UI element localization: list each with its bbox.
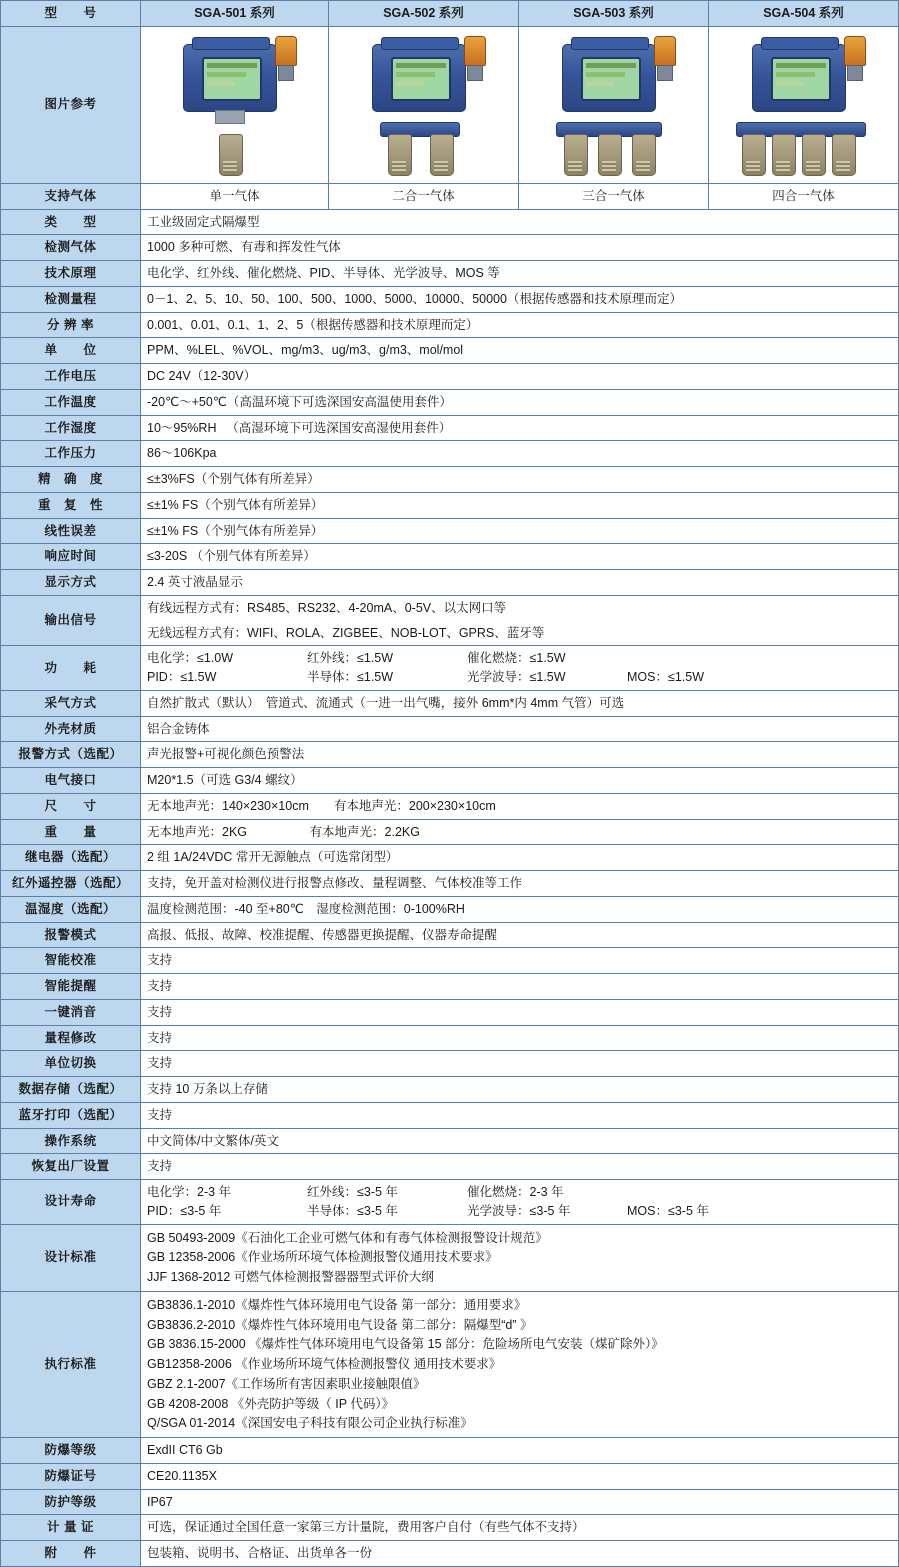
detector-display-icon (391, 57, 451, 101)
power-item: 电化学：≤1.0W (147, 651, 234, 666)
row-label: 尺 寸 (1, 793, 141, 819)
table-row (1, 793, 899, 819)
table-row-exec-standard (1, 1291, 899, 1437)
row-label-design-standard: 设计标准 (1, 1224, 141, 1291)
power-item: 光学波导：≤1.5W (467, 670, 566, 684)
table-row-output-signal (1, 595, 899, 646)
row-value: 86～106Kpa (141, 441, 899, 467)
row-value: 0－1、2、5、10、50、100、500、1000、5000、10000、50000（根据传感器和技术原理而定） (141, 286, 899, 312)
table-row (1, 1489, 899, 1515)
sensor-probe-icon (564, 134, 588, 176)
row-label: 计 量 证 (1, 1515, 141, 1541)
sensor-probe-icon (598, 134, 622, 176)
row-label: 外壳材质 (1, 716, 141, 742)
row-value: ≤3-20S （个别气体有所差异） (141, 544, 899, 570)
row-value: 中文简体/中文繁体/英文 (141, 1128, 899, 1154)
table-row (1, 441, 899, 467)
row-label: 响应时间 (1, 544, 141, 570)
sensor-probe-icon (430, 134, 454, 176)
table-row (1, 1102, 899, 1128)
table-row (1, 570, 899, 596)
alarm-light-icon (275, 36, 297, 66)
table-row (1, 768, 899, 794)
row-value: 支持 (141, 1102, 899, 1128)
power-item: 红外线：≤1.5W (307, 651, 394, 666)
gas-support-1: 单一气体 (141, 183, 329, 209)
standard-line: GBZ 2.1-2007《工作场所有害因素职业接触限值》 (147, 1376, 426, 1391)
row-value: 温度检测范围：-40 至+80℃ 湿度检测范围：0-100%RH (141, 896, 899, 922)
row-value: 支持 (141, 1025, 899, 1051)
life-item: MOS：≤3-5 年 (627, 1203, 709, 1218)
detector-display-icon (202, 57, 262, 101)
model-cell-3: SGA-503 系列 (519, 1, 709, 27)
row-value: DC 24V（12-30V） (141, 364, 899, 390)
table-row (1, 871, 899, 897)
detector-housing-icon (372, 44, 466, 112)
row-label: 检测量程 (1, 286, 141, 312)
row-value: 自然扩散式（默认） 管道式、流通式（一进一出气嘴，接外 6mm*内 4mm 气管）可选 (141, 690, 899, 716)
standard-line: GB3836.1-2010《爆炸性气体环境用电气设备 第一部分：通用要求》 (147, 1297, 527, 1312)
standard-line: GB 4208-2008 《外壳防护等级（ IP 代码）》 (147, 1396, 395, 1411)
row-label: 继电器（选配） (1, 845, 141, 871)
row-label: 量程修改 (1, 1025, 141, 1051)
row-value: 支持，免开盖对检测仪进行报警点修改、量程调整、气体校准等工作 (141, 871, 899, 897)
row-label: 工作湿度 (1, 415, 141, 441)
row-value: 支持 10 万条以上存储 (141, 1077, 899, 1103)
row-value: 支持 (141, 974, 899, 1000)
row-label: 电气接口 (1, 768, 141, 794)
sensor-probe-icon (832, 134, 856, 176)
gas-support-3: 三合一气体 (519, 183, 709, 209)
table-row (1, 467, 899, 493)
row-value-output-signal (141, 595, 899, 646)
row-value: 支持 (141, 999, 899, 1025)
row-label: 操作系统 (1, 1128, 141, 1154)
product-image-504 (709, 26, 899, 183)
row-label: 温湿度（选配） (1, 896, 141, 922)
row-value: 支持 (141, 1051, 899, 1077)
power-item: PID：≤1.5W (147, 670, 217, 684)
model-cell-4: SGA-504 系列 (709, 1, 899, 27)
row-label: 工作电压 (1, 364, 141, 390)
sensor-probe-icon (742, 134, 766, 176)
row-value: 支持 (141, 1154, 899, 1180)
detector-housing-icon (752, 44, 846, 112)
table-row (1, 209, 899, 235)
table-row-design-standard (1, 1224, 899, 1291)
table-row (1, 1438, 899, 1464)
standard-line: GB 3836.15-2000 《爆炸性气体环境用电气设备第 15 部分：危险场所电气安装（煤矿除外）》 (147, 1337, 664, 1352)
table-row (1, 974, 899, 1000)
row-label: 报警模式 (1, 922, 141, 948)
detector-illustration-3 (534, 32, 694, 178)
product-image-502 (329, 26, 519, 183)
row-label: 单位切换 (1, 1051, 141, 1077)
row-value: 声光报警+可视化颜色预警法 (141, 742, 899, 768)
life-item: 电化学：2-3 年 (147, 1185, 232, 1199)
standard-line: GB 12358-2006《作业场所环境气体检测报警仪通用技术要求》 (147, 1250, 498, 1265)
row-label: 一键消音 (1, 999, 141, 1025)
life-line-2 (147, 1202, 892, 1221)
standard-line: GB 50493-2009《石油化工企业可燃气体和有毒气体检测报警设计规范》 (147, 1230, 548, 1245)
table-row (1, 948, 899, 974)
row-value: 高报、低报、故障、校准提醒、传感器更换提醒、仪器寿命提醒 (141, 922, 899, 948)
table-row (1, 312, 899, 338)
table-row (1, 338, 899, 364)
table-row (1, 999, 899, 1025)
table-row (1, 364, 899, 390)
row-value: 1000 多种可燃、有毒和挥发性气体 (141, 235, 899, 261)
product-image-501 (141, 26, 329, 183)
table-row (1, 922, 899, 948)
table-row (1, 492, 899, 518)
row-label: 恢复出厂设置 (1, 1154, 141, 1180)
standard-line: Q/SGA 01-2014《深国安电子科技有限公司企业执行标准》 (147, 1416, 473, 1431)
row-label: 智能提醒 (1, 974, 141, 1000)
life-item: 光学波导：≤3-5 年 (467, 1203, 571, 1218)
row-value: 支持 (141, 948, 899, 974)
table-row (1, 261, 899, 287)
row-value-design-life (141, 1180, 899, 1225)
row-label: 单 位 (1, 338, 141, 364)
detector-display-icon (581, 57, 641, 101)
table-row (1, 742, 899, 768)
sensor-probe-icon (802, 134, 826, 176)
row-value: 无本地声光：2KG 有本地声光：2.2KG (141, 819, 899, 845)
standard-line: GB12358-2006 《作业场所环境气体检测报警仪 通用技术要求》 (147, 1357, 502, 1371)
detector-illustration-2 (344, 32, 504, 178)
table-row (1, 518, 899, 544)
detector-illustration-4 (724, 32, 884, 178)
row-label: 重 量 (1, 819, 141, 845)
table-row (1, 1025, 899, 1051)
row-value: ≤±1% FS（个别气体有所差异） (141, 518, 899, 544)
row-value: ExdII CT6 Gb (141, 1438, 899, 1464)
table-row (1, 1541, 899, 1567)
table-row (1, 415, 899, 441)
detector-illustration-1 (155, 32, 315, 178)
row-label: 智能校准 (1, 948, 141, 974)
power-item: 半导体：≤1.5W (307, 670, 394, 684)
row-label: 工作压力 (1, 441, 141, 467)
row-value: ≤±1% FS（个别气体有所差异） (141, 492, 899, 518)
row-value-exec-standard (141, 1291, 899, 1437)
row-value: 无本地声光：140×230×10cm 有本地声光：200×230×10cm (141, 793, 899, 819)
row-value: 可选，保证通过全国任意一家第三方计量院，费用客户自付（有些气体不支持） (141, 1515, 899, 1541)
product-image-503 (519, 26, 709, 183)
table-row (1, 1515, 899, 1541)
table-row (1, 1463, 899, 1489)
row-label: 采气方式 (1, 690, 141, 716)
row-label-gas-support: 支持气体 (1, 183, 141, 209)
row-label: 重 复 性 (1, 492, 141, 518)
power-item: 催化燃烧：≤1.5W (467, 651, 566, 666)
sensor-probe-icon (772, 134, 796, 176)
table-row (1, 896, 899, 922)
row-value: 0.001、0.01、0.1、1、2、5（根据传感器和技术原理而定） (141, 312, 899, 338)
row-label: 工作温度 (1, 389, 141, 415)
table-row (1, 1077, 899, 1103)
table-row (1, 286, 899, 312)
row-label-model: 型 号 (1, 1, 141, 27)
model-cell-1: SGA-501 系列 (141, 1, 329, 27)
row-value: ≤±3%FS（个别气体有所差异） (141, 467, 899, 493)
row-value: -20℃～+50℃（高温环境下可选深国安高温使用套件） (141, 389, 899, 415)
table-row (1, 716, 899, 742)
life-line-1 (147, 1183, 892, 1202)
row-label: 线性误差 (1, 518, 141, 544)
power-item: MOS：≤1.5W (627, 670, 705, 684)
row-value: 电化学、红外线、催化燃烧、PID、半导体、光学波导、MOS 等 (141, 261, 899, 287)
power-line-1 (147, 649, 892, 668)
row-label: 报警方式（选配） (1, 742, 141, 768)
life-item: 半导体：≤3-5 年 (307, 1203, 398, 1218)
table-row (1, 819, 899, 845)
row-value: CE20.1135X (141, 1463, 899, 1489)
power-line-2 (147, 668, 892, 687)
table-row (1, 389, 899, 415)
alarm-light-icon (844, 36, 866, 66)
gas-support-4: 四合一气体 (709, 183, 899, 209)
life-item: PID：≤3-5 年 (147, 1203, 222, 1218)
table-row (1, 235, 899, 261)
table-row-design-life (1, 1180, 899, 1225)
row-label: 蓝牙打印（选配） (1, 1102, 141, 1128)
alarm-light-icon (464, 36, 486, 66)
detector-housing-icon (562, 44, 656, 112)
row-value: M20*1.5（可选 G3/4 螺纹） (141, 768, 899, 794)
detector-neck-icon (215, 110, 245, 124)
model-cell-2: SGA-502 系列 (329, 1, 519, 27)
detector-housing-icon (183, 44, 277, 112)
row-value: 2 组 1A/24VDC 常开无源触点（可选常闭型） (141, 845, 899, 871)
table-row-power (1, 646, 899, 691)
row-value: 铝合金铸体 (141, 716, 899, 742)
life-item: 红外线：≤3-5 年 (307, 1185, 398, 1199)
sensor-probe-icon (388, 134, 412, 176)
row-label-output-signal: 输出信号 (1, 595, 141, 646)
row-label: 显示方式 (1, 570, 141, 596)
row-label: 防爆等级 (1, 1438, 141, 1464)
row-label-image: 图片参考 (1, 26, 141, 183)
row-label: 防护等级 (1, 1489, 141, 1515)
table-row-images (1, 26, 899, 183)
row-label-exec-standard: 执行标准 (1, 1291, 141, 1437)
output-wireless: 无线远程方式有：WIFI、ROLA、ZIGBEE、NOB-LOT、GPRS、蓝牙等 (147, 625, 545, 640)
row-label-design-life: 设计寿命 (1, 1180, 141, 1225)
output-wired: 有线远程方式有：RS485、RS232、4-20mA、0-5V、以太网口等 (147, 600, 507, 615)
detector-display-icon (771, 57, 831, 101)
table-row (1, 1051, 899, 1077)
row-value-power (141, 646, 899, 691)
row-label: 红外遥控器（选配） (1, 871, 141, 897)
row-value: 工业级固定式隔爆型 (141, 209, 899, 235)
table-row (1, 544, 899, 570)
row-label: 检测气体 (1, 235, 141, 261)
sensor-probe-icon (219, 134, 243, 176)
table-row-model (1, 1, 899, 27)
row-value-design-standard (141, 1224, 899, 1291)
life-item: 催化燃烧：2-3 年 (467, 1185, 564, 1199)
row-label: 精 确 度 (1, 467, 141, 493)
row-value: IP67 (141, 1489, 899, 1515)
row-value: 10～95%RH （高湿环境下可选深国安高湿使用套件） (141, 415, 899, 441)
row-value: 2.4 英寸液晶显示 (141, 570, 899, 596)
row-value: PPM、%LEL、%VOL、mg/m3、ug/m3、g/m3、mol/mol (141, 338, 899, 364)
table-row (1, 1154, 899, 1180)
standard-line: JJF 1368-2012 可燃气体检测报警器器型式评价大纲 (147, 1270, 434, 1284)
row-label: 分 辨 率 (1, 312, 141, 338)
alarm-light-icon (654, 36, 676, 66)
standard-line: GB3836.2-2010《爆炸性气体环境用电气设备 第二部分：隔爆型“d” 》 (147, 1317, 533, 1332)
row-label: 防爆证号 (1, 1463, 141, 1489)
table-row (1, 690, 899, 716)
row-label-power: 功 耗 (1, 646, 141, 691)
table-row (1, 1128, 899, 1154)
row-label: 技术原理 (1, 261, 141, 287)
table-row (1, 845, 899, 871)
gas-support-2: 二合一气体 (329, 183, 519, 209)
sensor-probe-icon (632, 134, 656, 176)
row-label: 数据存储（选配） (1, 1077, 141, 1103)
table-row-gas-support (1, 183, 899, 209)
row-value: 包装箱、说明书、合格证、出货单各一份 (141, 1541, 899, 1567)
row-label: 附 件 (1, 1541, 141, 1567)
row-label: 类 型 (1, 209, 141, 235)
